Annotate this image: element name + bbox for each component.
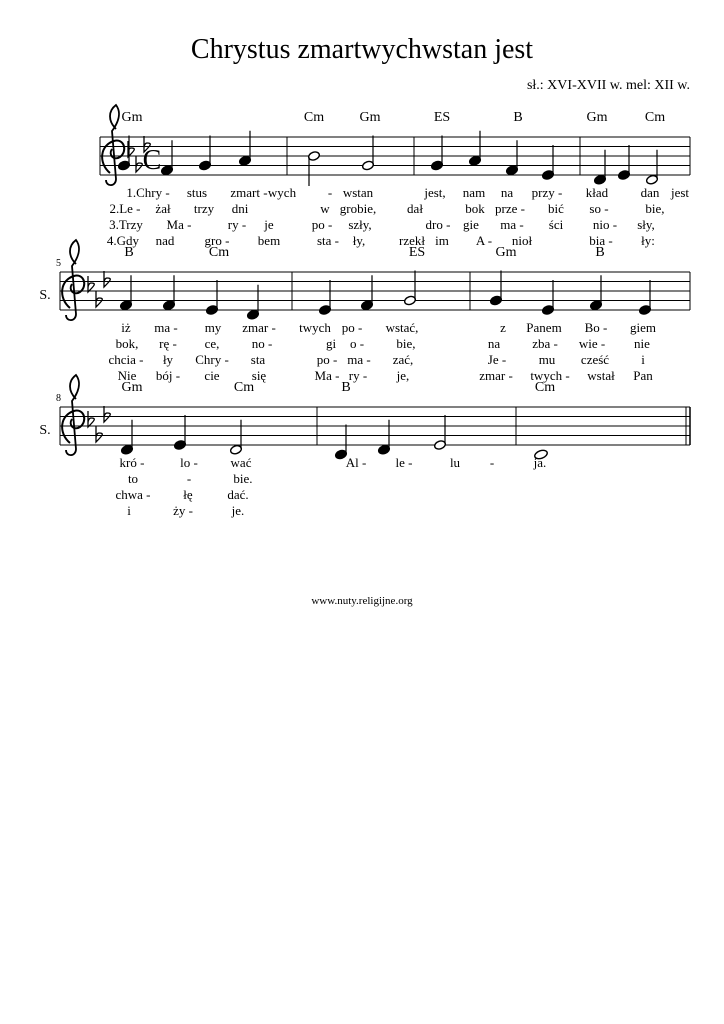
note	[646, 150, 659, 185]
chord-symbol: Gm	[121, 380, 143, 395]
lyric-syllable: twych -	[530, 368, 570, 383]
lyric-syllable: Je -	[487, 352, 507, 367]
note	[174, 415, 187, 450]
song-title: Chrystus zmartwychwstan jest	[190, 34, 534, 65]
lyric-syllable: my	[204, 320, 222, 335]
lyric-syllable: so -	[589, 201, 609, 216]
song-credits: sł.: XVI-XVII w. mel: XII w.	[526, 78, 690, 93]
lyric-syllable: wych	[267, 185, 297, 200]
lyric-syllable: w	[320, 201, 330, 216]
chord-symbol: B	[341, 380, 351, 395]
lyric-syllable: bok	[465, 201, 485, 216]
footer-url: www.nuty.religijne.org	[311, 595, 413, 607]
lyric-syllable: lo -	[180, 455, 198, 470]
lyric-syllable: prze -	[495, 201, 525, 216]
note	[506, 140, 519, 175]
lyric-syllable: giem	[630, 320, 656, 335]
lyric-syllable: lu	[449, 455, 461, 470]
lyric-syllable: nie	[634, 336, 650, 351]
lyric-syllable: to	[127, 471, 139, 486]
lyric-syllable: gro -	[204, 233, 230, 248]
note	[121, 420, 134, 455]
lyric-syllable: 4.Gdy	[106, 233, 140, 248]
lyric-syllable: Panem	[526, 320, 562, 335]
lyric-syllable: im	[435, 233, 449, 248]
lyric-syllable: kró -	[119, 455, 145, 470]
note	[542, 145, 555, 180]
lyric-syllable: -	[327, 185, 333, 200]
lyric-syllable: chwa -	[115, 487, 151, 502]
lyric-syllable: Ma -	[314, 368, 340, 383]
lyric-syllable: dro -	[425, 217, 451, 232]
lyric-syllable: dał	[407, 201, 423, 216]
note	[163, 275, 176, 310]
notes-layer	[39, 105, 690, 518]
lyric-syllable: zmar -	[479, 368, 513, 383]
note	[590, 275, 603, 310]
chord-symbol: Cm	[534, 380, 556, 395]
note	[199, 136, 212, 171]
lyric-syllable: wać	[230, 455, 252, 470]
chord-symbol: Cm	[233, 380, 255, 395]
lyric-syllable: je.	[231, 503, 245, 518]
lyric-syllable: je	[264, 217, 274, 232]
part-label: S.	[39, 423, 51, 438]
note	[542, 280, 555, 315]
chord-symbol: Cm	[303, 110, 325, 125]
lyric-syllable: dan	[640, 185, 660, 200]
note	[639, 280, 652, 315]
lyric-syllable: mu	[538, 352, 556, 367]
lyric-syllable: ja.	[533, 455, 547, 470]
note	[206, 280, 219, 315]
lyric-syllable: na	[500, 185, 514, 200]
treble-clef-icon	[62, 240, 84, 320]
note	[490, 271, 503, 306]
note	[431, 136, 444, 171]
lyric-syllable: rę -	[159, 336, 177, 351]
measure-number: 8	[56, 393, 61, 404]
lyric-syllable: nioł	[511, 233, 533, 248]
lyric-syllable: się	[251, 368, 267, 383]
lyric-syllable: sta -	[316, 233, 340, 248]
lyric-syllable: Al -	[345, 455, 367, 470]
staff-system	[60, 375, 690, 460]
note	[434, 415, 447, 450]
note	[594, 150, 607, 185]
lyric-syllable: po -	[311, 217, 333, 232]
lyric-syllable: i	[641, 352, 645, 367]
lyric-syllable: bok,	[115, 336, 139, 351]
lyric-syllable: cześć	[580, 352, 610, 367]
lyric-syllable: o -	[349, 336, 365, 351]
lyric-syllable: bem	[257, 233, 281, 248]
lyric-syllable: bój -	[155, 368, 181, 383]
lyric-syllable: i	[127, 503, 131, 518]
lyric-syllable: gie	[463, 217, 479, 232]
lyric-syllable: sły,	[637, 217, 655, 232]
note	[247, 285, 260, 320]
lyric-syllable: ry -	[348, 368, 368, 383]
note	[239, 131, 252, 166]
lyric-syllable: -	[186, 471, 192, 486]
lyric-syllable: przy -	[531, 185, 563, 200]
chord-symbol: ES	[433, 110, 451, 125]
lyric-syllable: bić	[548, 201, 564, 216]
chord-symbol: Cm	[208, 245, 230, 260]
lyric-syllable: nam	[462, 185, 486, 200]
lyric-syllable: na	[487, 336, 501, 351]
time-signature: C	[142, 145, 162, 176]
chord-symbol: Gm	[586, 110, 608, 125]
lyric-syllable: ma -	[347, 352, 371, 367]
lyric-syllable: bie,	[396, 336, 416, 351]
lyric-syllable: po -	[316, 352, 338, 367]
lyric-syllable: zba -	[532, 336, 558, 351]
chord-symbol: Gm	[121, 110, 143, 125]
lyric-syllable: 2.Le -	[109, 201, 141, 216]
lyric-syllable: ży -	[173, 503, 193, 518]
note	[404, 271, 417, 306]
lyric-syllable: twych	[299, 320, 331, 335]
lyric-syllable: kład	[585, 185, 609, 200]
lyric-syllable: zmart -	[230, 185, 268, 200]
lyric-syllable: Ma -	[166, 217, 192, 232]
lyric-syllable: wstać,	[385, 320, 419, 335]
lyric-syllable: z	[500, 320, 506, 335]
chord-symbol: Gm	[359, 110, 381, 125]
lyric-syllable: łę	[183, 487, 193, 502]
lyric-syllable: sta	[250, 352, 266, 367]
note	[618, 145, 631, 180]
note	[319, 280, 332, 315]
lyric-syllable: 3.Trzy	[109, 217, 143, 232]
lyric-syllable: -	[489, 455, 495, 470]
lyric-syllable: rzekł	[399, 233, 425, 248]
lyric-syllable: zmar -	[242, 320, 276, 335]
lyric-syllable: 1.Chry -	[126, 185, 170, 200]
note	[230, 420, 243, 455]
lyric-syllable: bie,	[645, 201, 665, 216]
lyric-syllable: jest	[670, 185, 690, 200]
lyric-syllable: iż	[121, 320, 131, 335]
lyric-syllable: ma -	[154, 320, 178, 335]
lyric-syllable: wstan	[342, 185, 374, 200]
lyric-syllable: stus	[186, 185, 208, 200]
lyric-syllable: ce,	[204, 336, 220, 351]
chord-symbol: ES	[408, 245, 426, 260]
measure-number: 5	[56, 258, 61, 269]
lyric-syllable: po -	[341, 320, 363, 335]
treble-clef-icon	[62, 375, 84, 455]
lyric-syllable: żał	[155, 201, 171, 216]
part-label: S.	[39, 288, 51, 303]
lyric-syllable: nad	[155, 233, 175, 248]
key-signature-flats-icon	[88, 271, 110, 307]
note	[469, 131, 482, 166]
lyric-syllable: Pan	[633, 368, 653, 383]
lyric-syllable: dni	[231, 201, 249, 216]
lyric-syllable: gi	[325, 336, 337, 351]
lyric-syllable: Nie	[117, 368, 137, 383]
lyric-syllable: dać.	[227, 487, 249, 502]
lyric-syllable: zać,	[392, 352, 414, 367]
lyric-syllable: ły:	[641, 233, 655, 248]
note	[362, 136, 375, 171]
note	[161, 140, 174, 175]
lyric-syllable: grobie,	[339, 201, 377, 216]
lyric-syllable: cie	[204, 368, 220, 383]
note	[378, 420, 391, 455]
lyric-syllable: le -	[395, 455, 413, 470]
lyric-syllable: nio -	[592, 217, 618, 232]
lyric-syllable: wie -	[578, 336, 606, 351]
chord-symbol: B	[513, 110, 523, 125]
lyric-syllable: Bo -	[584, 320, 608, 335]
chord-symbol: Gm	[495, 245, 517, 260]
note	[120, 275, 133, 310]
lyric-syllable: szły,	[348, 217, 372, 232]
lyric-syllable: A -	[475, 233, 493, 248]
lyric-syllable: ry -	[227, 217, 247, 232]
lyric-syllable: ści	[548, 217, 564, 232]
note	[308, 151, 321, 186]
lyric-syllable: no -	[251, 336, 273, 351]
lyric-syllable: ły	[162, 352, 174, 367]
lyric-syllable: ma -	[500, 217, 524, 232]
lyric-syllable: bie.	[233, 471, 253, 486]
lyric-syllable: jest,	[424, 185, 446, 200]
lyric-syllable: trzy	[193, 201, 215, 216]
lyric-syllable: Chry -	[195, 352, 229, 367]
chord-symbol: B	[595, 245, 605, 260]
lyric-syllable: ły,	[352, 233, 366, 248]
lyric-syllable: bia -	[589, 233, 613, 248]
lyric-syllable: wstał	[587, 368, 615, 383]
lyric-syllable: je,	[396, 368, 410, 383]
chord-symbol: Cm	[644, 110, 666, 125]
lyric-syllable: chcia -	[108, 352, 144, 367]
note	[361, 275, 374, 310]
key-signature-flats-icon	[88, 406, 110, 442]
chord-symbol: B	[124, 245, 134, 260]
